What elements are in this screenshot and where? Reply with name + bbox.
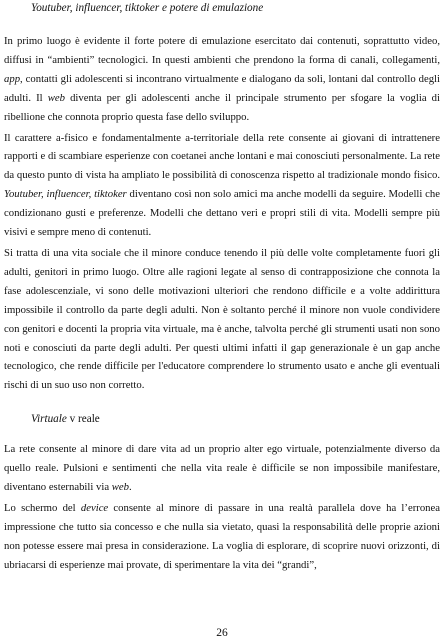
text-run: In primo luogo è evidente il forte potere di emulazione esercitato dai contenuti, soprattutto video, diffusi in “ambienti” tecnologici. In questi ambienti che prendono la forma di canali, collegamenti, bbox=[4, 35, 440, 66]
text-run: Si tratta di una vita sociale che il minore conduce tenendo il più delle volte completamente fuori gli adulti, genitori in primo luogo. Oltre alle ragioni legate al senso di contrapposizione che connota la fase adolescenziale, vi sono delle motivazioni ulteriori che rendono difficile e a volte addirittura impossibile il controllo da parte degli adulti. Non è soltanto perché il minore non vuole condividere con genitori e docenti la propria vita virtuale, ma è anche, talvolta perché gli strumenti usati non sono noti e conosciuti da parte degli adulti. Per questi ultimi infatti il gap generazionale è un gap anche tecnologico, che rende difficile per l'educatore comprendere lo strumento usato e anche gli eventuali rischi di un suo uso non corretto. bbox=[4, 246, 440, 392]
italic-text-run: web bbox=[111, 481, 129, 494]
document-page bbox=[0, 1, 444, 642]
text-run: Lo schermo del bbox=[4, 501, 81, 514]
text-run: consente al minore di passare in una realtà parallela dove ha l’erronea impressione che tutto sia concesso e che nulla sia vietato, quasi la responsabilità delle proprie azioni non potesse essere mai presa in considerazione. La voglia di esplorare, di scoprire nuovi orizzonti, di ubriacarsi di esperienze mai provate, di sperimentare la vita dei “grandi”, bbox=[4, 501, 441, 571]
section-heading-virtuale-reale bbox=[31, 412, 440, 426]
heading-normal-part: v reale bbox=[66, 413, 100, 426]
paragraph-schermo-device bbox=[4, 499, 440, 575]
section-body-emulazione bbox=[4, 32, 440, 395]
italic-text-run: Youtuber, influencer, tiktoker bbox=[4, 188, 127, 201]
text-run: Il carattere a-fisico e fondamentalmente a-territoriale della rete consente ai giovani di intrattenere rapporti e di scambiare esperienze con coetanei anche lontani e mai conosciuti personalmente. La rete da questo punto di vista ha ampliato le possibilità di conoscenza rispetto al tradizionale mondo fisico. bbox=[4, 131, 440, 182]
paragraph-alter-ego bbox=[4, 440, 440, 497]
text-run: La rete consente al minore di dare vita ad un proprio alter ego virtuale, potenzialmente diverso da quello reale. Pulsioni e sentimenti che nella vita reale è difficile se non impossibile manifestare, diventano esternabili via bbox=[4, 443, 440, 494]
page-number: 26 bbox=[216, 627, 228, 639]
italic-text-run: device bbox=[80, 501, 109, 514]
paragraph-vita-sociale bbox=[4, 244, 440, 395]
paragraph-rete-afisica bbox=[4, 129, 440, 242]
text-run: diventano così non solo amici ma anche modelli da seguire. Modelli che condizionano gusti e preferenze. Modelli che dettano veri e propri stili di vita. Modelli sempre più visivi e sempre meno di contenuti. bbox=[4, 188, 440, 239]
italic-text-run: app bbox=[4, 72, 21, 85]
italic-text-run: web bbox=[47, 91, 65, 104]
text-run: . bbox=[128, 481, 132, 494]
section-heading-emulazione: Youtuber, influencer, tiktoker e potere di emulazione bbox=[31, 2, 264, 14]
text-run: , contatti gli adolescenti si incontrano virtualmente e dialogano da soli, lontani dal controllo degli adulti. Il bbox=[4, 72, 440, 104]
heading-italic-part: Virtuale bbox=[31, 413, 67, 426]
paragraph-ambienti bbox=[4, 32, 440, 127]
text-run: diventa per gli adolescenti anche il principale strumento per sfogare la voglia di ribellione che connota proprio questa fase dello sviluppo. bbox=[4, 91, 440, 123]
section-body-virtuale bbox=[4, 440, 440, 574]
